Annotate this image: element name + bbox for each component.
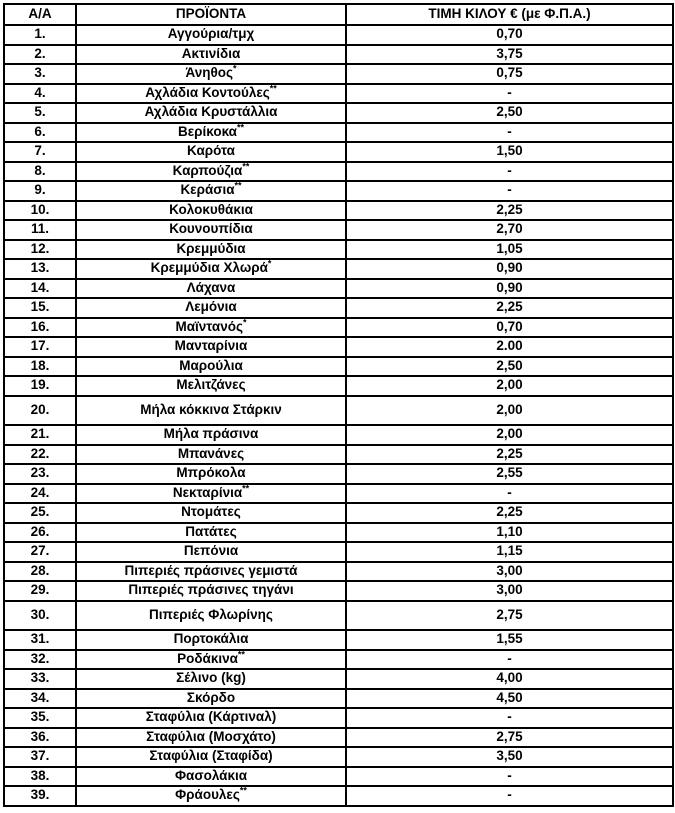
product-name: Αχλάδια Κοντούλες	[145, 84, 270, 100]
row-number-cell: 11.	[4, 220, 76, 240]
product-name: Σταφύλια (Μοσχάτο)	[146, 728, 276, 744]
price-cell: 1,55	[346, 630, 673, 650]
table-row	[4, 523, 673, 543]
row-number-cell: 24.	[4, 484, 76, 504]
table-row	[4, 601, 673, 631]
price-cell: -	[346, 650, 673, 670]
row-number-cell: 38.	[4, 767, 76, 787]
table-row	[4, 181, 673, 201]
row-number-cell: 9.	[4, 181, 76, 201]
row-number-cell: 29.	[4, 581, 76, 601]
footnote-marker: **	[269, 83, 277, 94]
table-row	[4, 562, 673, 582]
price-cell: -	[346, 84, 673, 104]
product-cell	[76, 318, 346, 338]
price-cell: 2,25	[346, 201, 673, 221]
table-row	[4, 357, 673, 377]
row-number-cell: 7.	[4, 142, 76, 162]
table-row	[4, 240, 673, 260]
row-number-cell: 30.	[4, 601, 76, 631]
product-cell	[76, 523, 346, 543]
product-name: Μήλα πράσινα	[163, 426, 259, 442]
product-cell	[76, 747, 346, 767]
table-row	[4, 650, 673, 670]
price-cell: 0,90	[346, 279, 673, 299]
product-cell	[76, 84, 346, 104]
row-number-cell: 21.	[4, 425, 76, 445]
table-row	[4, 123, 673, 143]
price-cell: 2,25	[346, 445, 673, 465]
row-number-cell: 14.	[4, 279, 76, 299]
product-cell	[76, 201, 346, 221]
row-number-cell: 20.	[4, 396, 76, 426]
footnote-marker: **	[237, 649, 245, 660]
product-name: Λεμόνια	[185, 299, 237, 315]
row-number-cell: 12.	[4, 240, 76, 260]
product-name: Πεπόνια	[183, 543, 239, 559]
price-cell: 0,90	[346, 259, 673, 279]
price-cell: 0,70	[346, 25, 673, 45]
product-name: Καρότα	[187, 143, 235, 159]
product-cell	[76, 25, 346, 45]
table-row	[4, 708, 673, 728]
row-number-cell: 8.	[4, 162, 76, 182]
product-cell	[76, 103, 346, 123]
product-name: Ντομάτες	[181, 504, 241, 520]
product-cell	[76, 484, 346, 504]
row-number-cell: 3.	[4, 64, 76, 84]
product-name: Πιπεριές πράσινες γεμιστά	[124, 562, 298, 578]
table-row	[4, 484, 673, 504]
product-cell	[76, 240, 346, 260]
product-name: Πορτοκάλια	[173, 631, 249, 647]
price-cell: -	[346, 484, 673, 504]
table-row	[4, 767, 673, 787]
price-cell: -	[346, 123, 673, 143]
row-number-cell: 6.	[4, 123, 76, 143]
product-cell	[76, 64, 346, 84]
price-cell: 2,75	[346, 728, 673, 748]
table-row	[4, 142, 673, 162]
table-row	[4, 45, 673, 65]
table-row	[4, 503, 673, 523]
price-cell: 2,25	[346, 503, 673, 523]
row-number-cell: 2.	[4, 45, 76, 65]
product-name: Φράουλες	[175, 787, 240, 803]
product-cell	[76, 279, 346, 299]
product-cell	[76, 220, 346, 240]
product-cell	[76, 259, 346, 279]
price-cell: 2,00	[346, 425, 673, 445]
row-number-cell: 26.	[4, 523, 76, 543]
product-cell	[76, 669, 346, 689]
table-row	[4, 64, 673, 84]
product-name: Μήλα κόκκινα Στάρκιν	[140, 401, 282, 417]
price-cell: 2,25	[346, 298, 673, 318]
product-cell	[76, 650, 346, 670]
product-name: Πατάτες	[185, 523, 237, 539]
price-cell: 2,00	[346, 396, 673, 426]
product-name: Μαρούλια	[179, 357, 243, 373]
price-cell: 2,70	[346, 220, 673, 240]
product-name: Πιπεριές Φλωρίνης	[149, 606, 273, 622]
product-cell	[76, 376, 346, 396]
product-name: Σταφύλια (Σταφίδα)	[149, 748, 273, 764]
price-cell: 2,75	[346, 601, 673, 631]
table-row	[4, 318, 673, 338]
price-cell: -	[346, 708, 673, 728]
product-cell	[76, 581, 346, 601]
table-row	[4, 201, 673, 221]
row-number-cell: 27.	[4, 542, 76, 562]
price-cell: 2,50	[346, 357, 673, 377]
product-cell	[76, 123, 346, 143]
table-row	[4, 84, 673, 104]
product-cell	[76, 425, 346, 445]
row-number-cell: 25.	[4, 503, 76, 523]
table-row	[4, 376, 673, 396]
price-cell: 1,05	[346, 240, 673, 260]
table-row	[4, 396, 673, 426]
row-number-cell: 33.	[4, 669, 76, 689]
product-name: Πιπεριές πράσινες τηγάνι	[128, 582, 294, 598]
product-cell	[76, 767, 346, 787]
price-cell: 2,00	[346, 376, 673, 396]
product-cell	[76, 503, 346, 523]
row-number-cell: 35.	[4, 708, 76, 728]
row-number-cell: 13.	[4, 259, 76, 279]
table-row	[4, 103, 673, 123]
product-name: Σέλινο (kg)	[176, 670, 246, 686]
product-name: Ροδάκινα	[177, 650, 238, 666]
row-number-cell: 34.	[4, 689, 76, 709]
product-cell	[76, 601, 346, 631]
row-number-cell: 17.	[4, 337, 76, 357]
product-name: Κολοκυθάκια	[169, 201, 253, 217]
price-cell: 1,10	[346, 523, 673, 543]
footnote-marker: *	[243, 317, 247, 328]
product-name: Κεράσια	[180, 182, 235, 198]
footnote-marker: **	[242, 161, 250, 172]
product-cell	[76, 689, 346, 709]
price-cell: 1,50	[346, 142, 673, 162]
product-cell	[76, 162, 346, 182]
product-cell	[76, 708, 346, 728]
price-cell: 4,00	[346, 669, 673, 689]
price-cell: 3,00	[346, 581, 673, 601]
product-name: Κρεμμύδια Χλωρά	[150, 260, 268, 276]
product-name: Μελιτζάνες	[176, 377, 246, 393]
footnote-marker: *	[233, 64, 237, 74]
table-row	[4, 747, 673, 767]
table-row	[4, 279, 673, 299]
product-name: Λάχανα	[186, 279, 236, 295]
product-name: Άνηθος	[185, 65, 234, 81]
product-cell	[76, 45, 346, 65]
product-name: Μαϊντανός	[175, 318, 243, 334]
product-name: Σκόρδο	[186, 689, 236, 705]
price-cell: 1,15	[346, 542, 673, 562]
row-number-cell: 31.	[4, 630, 76, 650]
table-row	[4, 162, 673, 182]
product-cell	[76, 337, 346, 357]
row-number-cell: 4.	[4, 84, 76, 104]
table-row	[4, 786, 673, 806]
table-row	[4, 425, 673, 445]
price-cell: 0,70	[346, 318, 673, 338]
product-cell	[76, 298, 346, 318]
product-name: Βερίκοκα	[178, 123, 237, 139]
header-row	[4, 4, 673, 25]
price-cell: -	[346, 767, 673, 787]
product-cell	[76, 464, 346, 484]
product-name: Ακτινίδια	[181, 45, 241, 61]
col-header-price: ΤΙΜΗ ΚΙΛΟΥ € (με Φ.Π.Α.)	[346, 4, 673, 25]
price-cell: 3,00	[346, 562, 673, 582]
price-cell: 3,50	[346, 747, 673, 767]
table-row	[4, 464, 673, 484]
product-name: Κρεμμύδια	[176, 240, 246, 256]
col-header-num: Α/Α	[4, 4, 76, 25]
product-name: Κουνουπίδια	[169, 221, 253, 237]
row-number-cell: 22.	[4, 445, 76, 465]
price-cell: 2,55	[346, 464, 673, 484]
product-cell	[76, 445, 346, 465]
product-cell	[76, 181, 346, 201]
product-cell	[76, 542, 346, 562]
price-cell: -	[346, 162, 673, 182]
product-name: Μανταρίνια	[174, 338, 248, 354]
row-number-cell: 37.	[4, 747, 76, 767]
price-table-body	[4, 25, 673, 806]
product-cell	[76, 630, 346, 650]
product-name: Μπανάνες	[177, 445, 245, 461]
table-row	[4, 689, 673, 709]
price-cell: 0,75	[346, 64, 673, 84]
table-row	[4, 220, 673, 240]
price-cell: 4,50	[346, 689, 673, 709]
row-number-cell: 1.	[4, 25, 76, 45]
product-cell	[76, 562, 346, 582]
row-number-cell: 16.	[4, 318, 76, 338]
product-name: Αχλάδια Κρυστάλλια	[144, 104, 278, 120]
row-number-cell: 23.	[4, 464, 76, 484]
product-name: Αγγούρια/τμχ	[167, 26, 255, 42]
product-cell	[76, 357, 346, 377]
table-row	[4, 445, 673, 465]
product-cell	[76, 142, 346, 162]
table-row	[4, 298, 673, 318]
row-number-cell: 10.	[4, 201, 76, 221]
table-row	[4, 337, 673, 357]
product-name: Καρπούζια	[172, 162, 243, 178]
table-row	[4, 630, 673, 650]
footnote-marker: *	[267, 259, 272, 269]
product-name: Σταφύλια (Κάρτιναλ)	[145, 709, 277, 725]
table-row	[4, 25, 673, 45]
price-cell: -	[346, 786, 673, 806]
table-row	[4, 669, 673, 689]
product-cell	[76, 786, 346, 806]
row-number-cell: 39.	[4, 786, 76, 806]
product-name: Μπρόκολα	[176, 465, 246, 481]
price-cell: -	[346, 181, 673, 201]
product-cell	[76, 728, 346, 748]
price-cell: 2,50	[346, 103, 673, 123]
price-cell: 3,75	[346, 45, 673, 65]
footnote-marker: **	[236, 122, 244, 133]
footnote-marker: **	[239, 786, 247, 796]
row-number-cell: 15.	[4, 298, 76, 318]
product-name: Φασολάκια	[174, 767, 248, 783]
product-cell	[76, 396, 346, 426]
price-table	[3, 3, 674, 807]
table-row	[4, 581, 673, 601]
col-header-product: ΠΡΟΪΟΝΤΑ	[76, 4, 346, 25]
footnote-marker: **	[234, 181, 242, 191]
footnote-marker: **	[242, 483, 250, 494]
product-name: Νεκταρίνια	[172, 484, 243, 500]
row-number-cell: 32.	[4, 650, 76, 670]
row-number-cell: 19.	[4, 376, 76, 396]
row-number-cell: 18.	[4, 357, 76, 377]
row-number-cell: 5.	[4, 103, 76, 123]
table-row	[4, 542, 673, 562]
price-cell: 2.00	[346, 337, 673, 357]
row-number-cell: 36.	[4, 728, 76, 748]
table-row	[4, 259, 673, 279]
table-row	[4, 728, 673, 748]
row-number-cell: 28.	[4, 562, 76, 582]
